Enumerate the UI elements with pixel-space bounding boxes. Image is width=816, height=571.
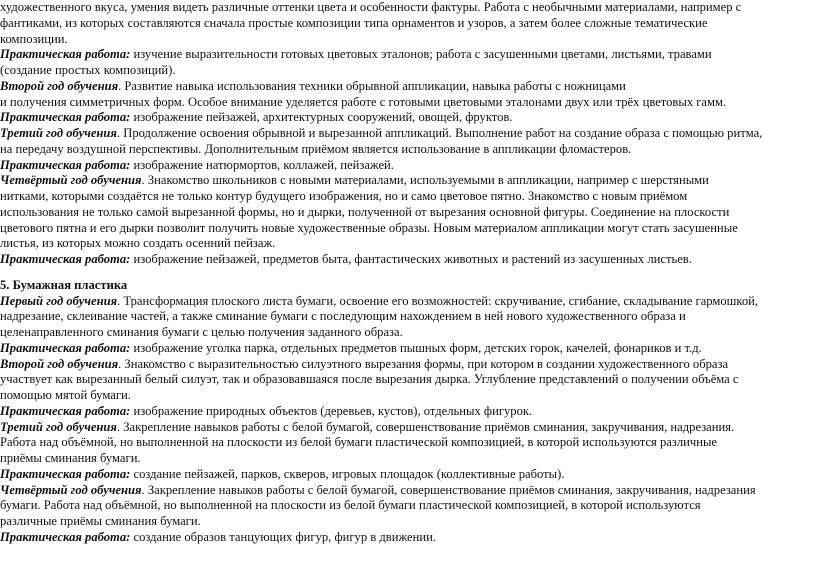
text-line <box>0 47 812 63</box>
line-text: . Закрепление навыков работы с белой бумагой, совершенствование приёмов сминания, закручивания, надрезания <box>141 482 756 497</box>
line-text: . Знакомство школьников с новыми материалами, используемыми в аппликации, например с шерстяными <box>141 173 709 188</box>
line-label: Первый год обучения <box>0 293 118 308</box>
text-line <box>0 451 812 467</box>
line-text: . Трансформация плоского листа бумаги, освоение его возможностей: скручивание, сгибание, складывание гармошкой, <box>117 293 759 308</box>
line-text: художественного вкуса, умения видеть различные оттенки цвета и особенности фактуры. Работа с необычными материалами, например с <box>0 0 742 14</box>
text-line <box>0 530 812 546</box>
line-text: надрезание, склеивание частей, а также сминание бумаги с последующим нахождением в ней нового художественного образа и <box>0 309 686 324</box>
line-text: целенаправленного сминания бумаги с целью получения заданного образа. <box>0 325 403 339</box>
text-line <box>0 357 812 373</box>
line-text: (создание простых композиций). <box>0 63 176 77</box>
text-line <box>0 126 812 142</box>
text-line <box>0 0 812 16</box>
line-text: . Закрепление навыков работы с белой бумагой, совершенствование приёмов сминания, закручивания, надрезания. <box>116 419 735 434</box>
line-text: цветового пятна и его дырки позволит получить новые художественные образы. Новым материалом аппликации могут стать засушенные <box>0 220 738 235</box>
text-line <box>0 236 812 252</box>
text-line <box>0 294 812 310</box>
text-line <box>0 252 812 268</box>
text-line <box>0 142 812 158</box>
text-line <box>0 79 812 95</box>
line-text: различные приёмы сминания бумаги. <box>0 514 201 528</box>
line-text: изображение натюрмортов, коллажей, пейзажей. <box>130 157 394 172</box>
text-line <box>0 221 812 237</box>
line-label: Практическая работа: <box>0 252 131 266</box>
line-text: нитками, которыми создаётся не только контур будущего изображения, но и само цветовое пятно. Знакомство с новым приёмом <box>0 189 688 203</box>
line-label: Практическая работа: <box>0 157 131 172</box>
text-line <box>0 372 812 388</box>
paragraph-gap <box>0 268 812 278</box>
line-text: бумаги. Работа над объёмной, но выполненной на плоскости из белой бумаги пластической композицией, в которой используются <box>0 498 701 513</box>
text-line <box>0 498 812 514</box>
text-line <box>0 341 812 357</box>
text-line <box>0 514 812 530</box>
text-line <box>0 420 812 436</box>
line-text: . Знакомство с выразительностью силуэтного вырезания формы, при котором в создании художественного образа <box>118 356 729 371</box>
line-text: создание пейзажей, парков, скверов, игровых площадок (коллективные работы). <box>130 466 565 481</box>
line-label: Практическая работа: <box>0 340 131 355</box>
text-line <box>0 63 812 79</box>
line-label: Практическая работа: <box>0 110 131 125</box>
text-line <box>0 404 812 420</box>
line-text: фантиками, из которых составляются сначала простые композиции типа орнаментов и узоров, а затем более сложные тематические <box>0 15 708 30</box>
text-line <box>0 483 812 499</box>
line-text: использования не только самой вырезанной формы, но и дырки, полученной от вырезания основной фигуры. Соединение на плоскости <box>0 204 730 219</box>
line-label: Практическая работа: <box>0 47 131 62</box>
line-text: изучение выразительности готовых цветовых эталонов; работа с засушенными цветами, листьями, травами <box>130 47 712 62</box>
line-text: приёмы сминания бумаги. <box>0 451 141 465</box>
text-line <box>0 467 812 483</box>
line-text: помощью мятой бумаги. <box>0 388 131 402</box>
text-line <box>0 95 812 111</box>
line-text: Работа над объёмной, но выполненной на плоскости из белой бумаги пластической композицией, в которой используются различные <box>0 435 718 450</box>
line-label: Четвёртый год обучения <box>0 482 142 497</box>
text-line <box>0 16 812 32</box>
section-heading: 5. Бумажная пластика <box>0 277 128 292</box>
text-line <box>0 158 812 174</box>
text-line <box>0 309 812 325</box>
line-text: участвует как вырезанный белый силуэт, так и образовавшаяся после вырезания дырка. Углубление представлений о получении объёма с <box>0 372 739 387</box>
line-label: Практическая работа: <box>0 466 131 481</box>
line-text: и получения симметричных форм. Особое внимание уделяется работе с готовыми цветовыми эталонами двух или трёх цветовых гамм. <box>0 94 727 109</box>
line-label: Четвёртый год обучения <box>0 173 142 188</box>
line-text: создание образов танцующих фигур, фигур в движении. <box>130 529 436 544</box>
line-text: композиции. <box>0 31 68 46</box>
line-text: на передачу воздушной перспективы. Дополнительным приёмом является использование в аппликации фломастеров. <box>0 141 632 156</box>
line-label: Второй год обучения <box>0 78 119 93</box>
text-line <box>0 435 812 451</box>
line-text: листья, из которых можно создать осенний пейзаж. <box>0 236 276 251</box>
line-label: Третий год обучения <box>0 419 117 434</box>
line-label: Третий год обучения <box>0 126 117 140</box>
line-label: Практическая работа: <box>0 403 131 418</box>
line-text: изображение пейзажей, предметов быта, фантастических животных и растений из засушенных листьев. <box>130 252 692 266</box>
line-text: изображение пейзажей, архитектурных сооружений, овощей, фруктов. <box>130 110 513 125</box>
line-label: Практическая работа: <box>0 529 131 544</box>
line-text: изображение природных объектов (деревьев, кустов), отдельных фигурок. <box>130 403 533 418</box>
line-text: . Продолжение освоения обрывной и вырезанной аппликаций. Выполнение работ на создание образа с помощью ритма, <box>116 126 763 140</box>
text-line <box>0 325 812 341</box>
line-label: Второй год обучения <box>0 356 119 371</box>
text-line <box>0 205 812 221</box>
text-line <box>0 32 812 48</box>
text-line <box>0 173 812 189</box>
text-line <box>0 388 812 404</box>
line-text: . Развитие навыка использования техники обрывной аппликации, навыка работы с ножницами <box>118 78 626 93</box>
line-text: изображение уголка парка, отдельных предметов пышных форм, детских горок, качелей, фонариков и т.д. <box>130 340 702 355</box>
text-line <box>0 110 812 126</box>
text-line <box>0 189 812 205</box>
